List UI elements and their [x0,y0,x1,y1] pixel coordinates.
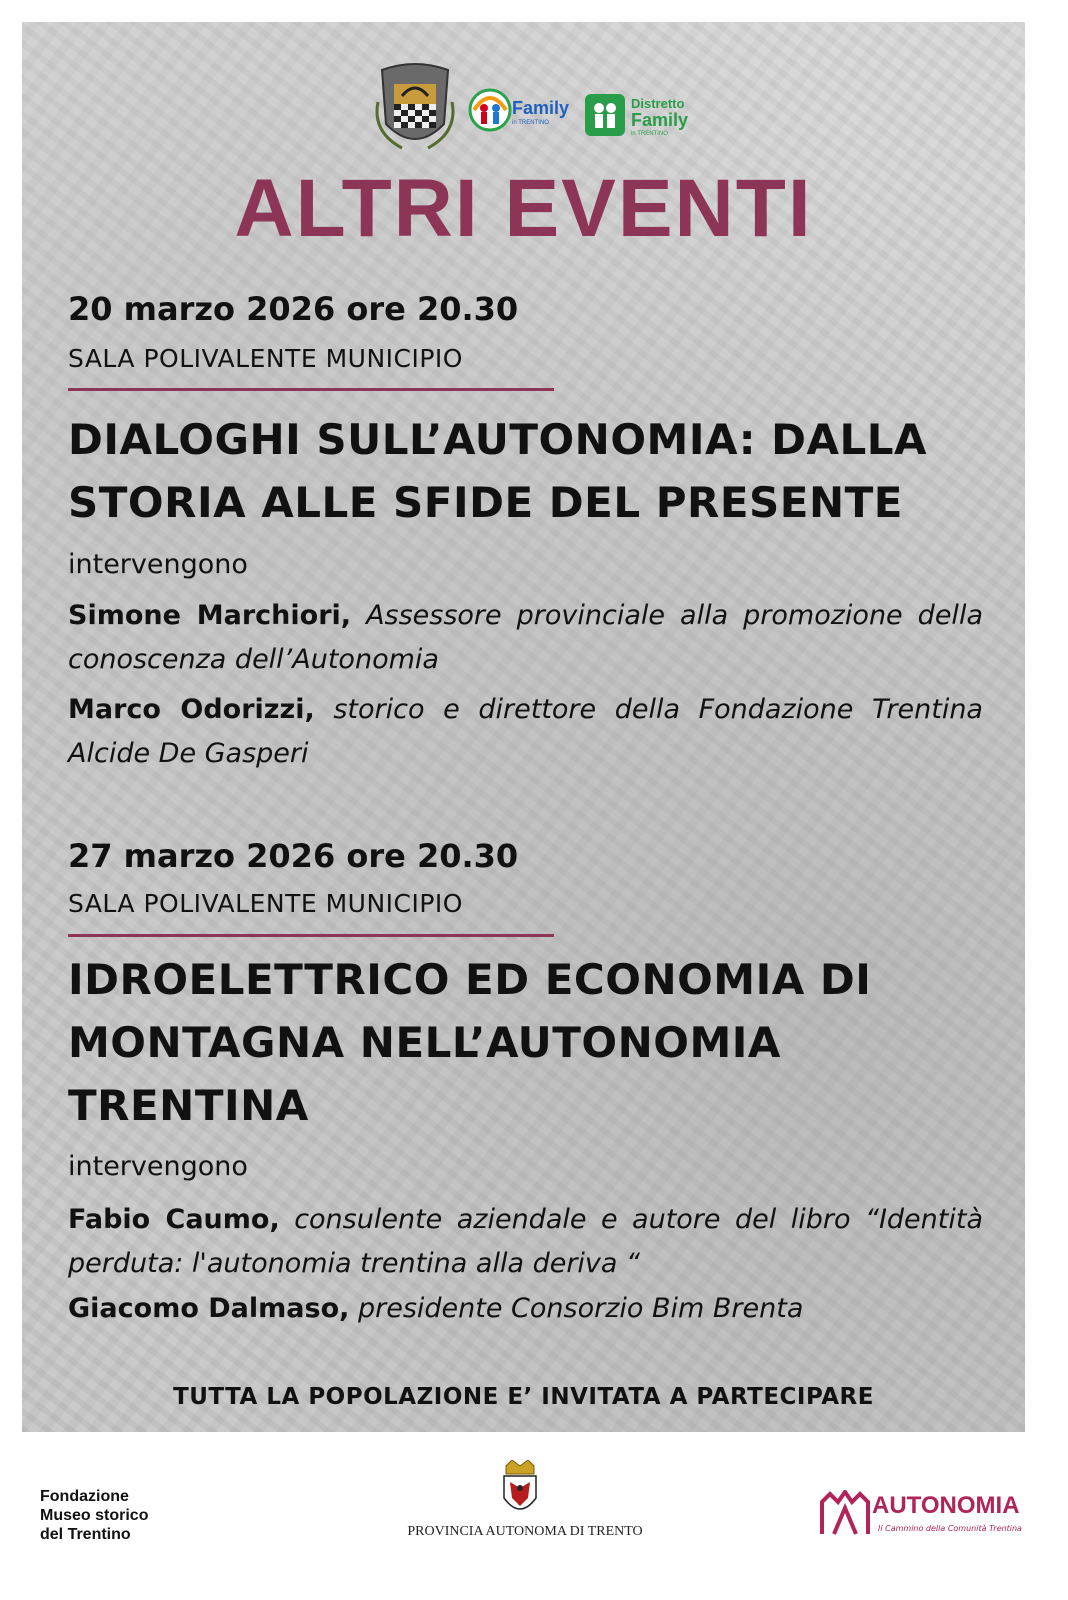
event-2-speaker-1 [68,1198,983,1286]
event-2-title-line: MONTAGNA NELL’AUTONOMIA [68,1018,781,1067]
speaker-name: Giacomo Dalmaso, [68,1293,350,1324]
museo-line: Fondazione [40,1488,129,1505]
provincia-label: PROVINCIA AUTONOMA DI TRENTO [407,1524,643,1539]
event-1-speaker-1 [68,594,983,682]
speaker-role: presidente Consorzio Bim Brenta [357,1293,804,1324]
distretto-family-logo [585,92,701,140]
poster-panel [22,22,1025,1432]
speaker-name: Simone Marchiori, [68,600,352,631]
museo-line: Museo storico [40,1507,149,1524]
event-2-date: 27 marzo 2026 ore 20.30 [68,837,519,875]
autonomia-mark-icon [820,1490,870,1536]
family-logo-text: Family [512,98,570,118]
distretto-logo-text-2: Family [631,110,689,130]
event-1-divider [68,388,554,391]
autonomia-sub: Il Cammino della Comunità Trentina [878,1524,1022,1533]
page-title: ALTRI EVENTI [234,163,813,254]
event-2-title-line: TRENTINA [68,1081,309,1130]
family-logo-sub: in TRENTINO [512,120,549,126]
event-2-title [68,948,1008,1137]
speaker-role: Assessore provinciale alla promozione della conoscenza dell’Autonomia [68,600,983,675]
speaker-role: consulente aziendale e autore del libro “Identità perduta: l'autonomia trentina alla deriva “ [68,1204,983,1279]
autonomia-word: AUTONOMIA [872,1492,1020,1519]
event-1-intro: intervengono [68,549,248,580]
distretto-logo-sub: in TRENTINO [631,131,668,137]
autonomia-logo-icon [820,1490,1030,1540]
event-1-speaker-2 [68,688,983,776]
event-1-title-line: STORIA ALLE SFIDE DEL PRESENTE [68,478,903,527]
event-1-title [68,408,1008,534]
event-2-speaker-2 [68,1287,983,1331]
event-2-title-line: IDROELETTRICO ED ECONOMIA DI [68,955,872,1004]
municipal-crest-icon [372,62,458,154]
distretto-logo-text-1: Distretto [631,96,685,111]
event-1-date: 20 marzo 2026 ore 20.30 [68,290,519,328]
family-in-trentino-logo [468,82,578,138]
provincia-eagle-emblem-icon [498,1460,542,1520]
invitation-text: TUTTA LA POPOLAZIONE E’ INVITATA A PARTECIPARE [173,1384,874,1410]
top-logos [22,62,1025,154]
museo-line: del Trentino [40,1526,131,1543]
event-2-intro: intervengono [68,1151,248,1182]
speaker-name: Marco Odorizzi, [68,694,315,725]
museo-storico-logo [40,1487,148,1544]
speaker-name: Fabio Caumo, [68,1204,280,1235]
speaker-role: storico e direttore della Fondazione Trentina Alcide De Gasperi [68,694,983,769]
event-2-divider [68,934,554,937]
event-1-title-line: DIALOGHI SULL’AUTONOMIA: DALLA [68,415,928,464]
event-1-venue: SALA POLIVALENTE MUNICIPIO [68,344,463,373]
event-2-venue: SALA POLIVALENTE MUNICIPIO [68,889,463,918]
footer [0,1432,1068,1600]
